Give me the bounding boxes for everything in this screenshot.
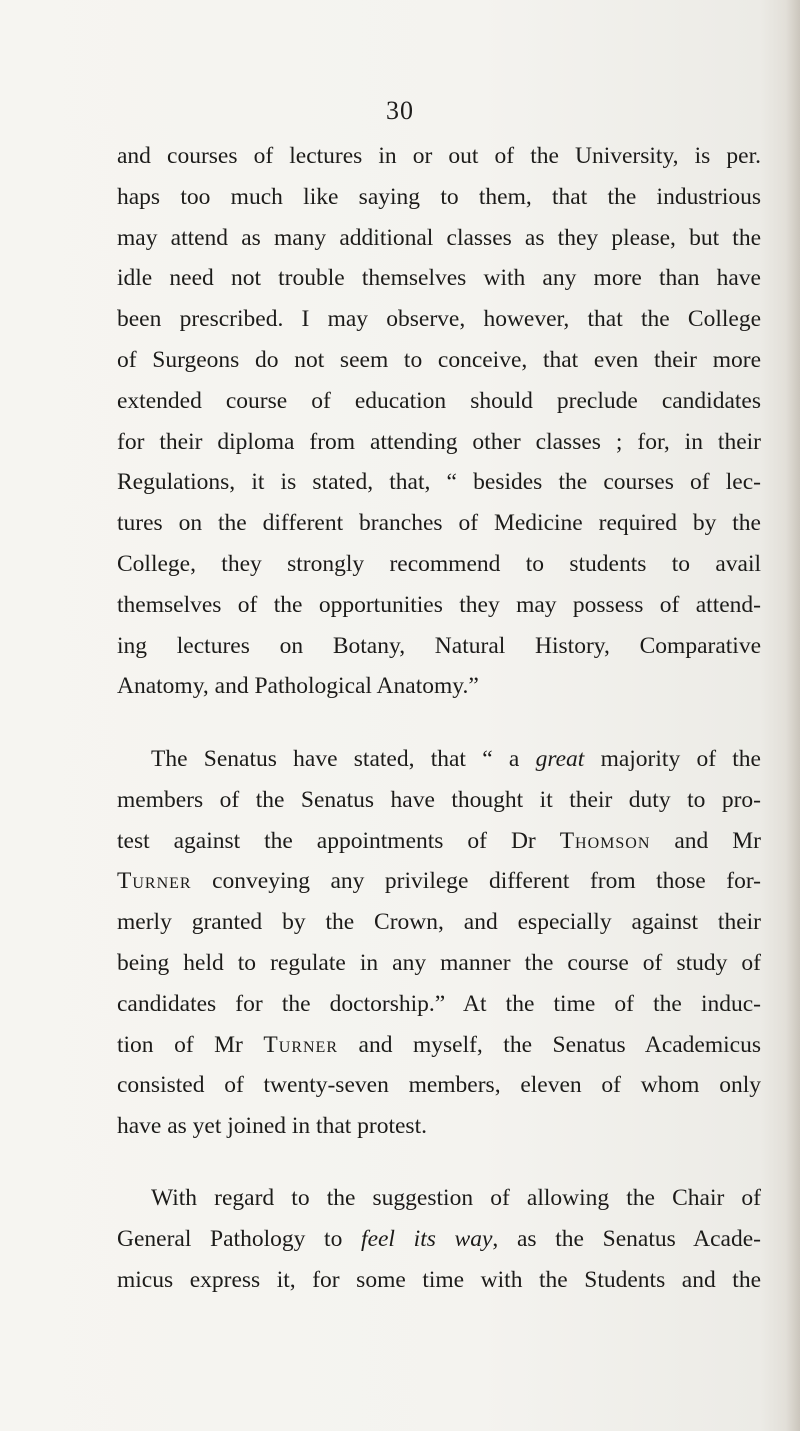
text-run: , as the Senatus Acade- bbox=[492, 1225, 761, 1252]
text-line: haps too much like saying to them, that the industrious bbox=[117, 183, 761, 210]
text-line: candidates for the doctorship.” At the time of the induc- bbox=[117, 990, 761, 1017]
text-line bbox=[117, 861, 761, 902]
text-line bbox=[117, 739, 761, 780]
text-line: Anatomy, and Pathological Anatomy.” bbox=[117, 673, 479, 700]
text-line: With regard to the suggestion of allowing the Chair of bbox=[151, 1185, 761, 1211]
text-line: being held to regulate in any manner the course of study of bbox=[117, 949, 761, 976]
text-line bbox=[117, 821, 761, 862]
text-line bbox=[117, 1025, 761, 1066]
text-run: tion of Mr bbox=[117, 1031, 264, 1058]
page-edge-shadow bbox=[786, 0, 800, 1431]
text-line: have as yet joined in that protest. bbox=[117, 1113, 427, 1140]
paragraph-3 bbox=[117, 1178, 761, 1300]
text-line: College, they strongly recommend to students to avail bbox=[117, 550, 761, 577]
paragraph-2 bbox=[117, 739, 761, 1147]
text-run: conveying any privilege different from those for- bbox=[191, 868, 761, 895]
text-line: members of the Senatus have thought it their duty to pro- bbox=[117, 786, 761, 813]
small-caps-name: Thomson bbox=[559, 827, 651, 854]
text-line: may attend as many additional classes as they please, but the bbox=[117, 224, 761, 251]
text-line: micus express it, for some time with the Students and the bbox=[117, 1266, 761, 1293]
text-line: and courses of lectures in or out of the University, is per. bbox=[117, 143, 761, 169]
small-caps-name: Turner bbox=[263, 1031, 338, 1058]
text-run: majority of the bbox=[584, 746, 761, 772]
text-line: been prescribed. I may observe, however, that the College bbox=[117, 306, 761, 333]
text-line: tures on the different branches of Medicine required by the bbox=[117, 510, 761, 537]
small-caps-name: Turner bbox=[117, 868, 192, 895]
italic-word: great bbox=[535, 746, 585, 772]
text-line: merly granted by the Crown, and especially against their bbox=[117, 909, 761, 936]
text-line: of Surgeons do not seem to conceive, that even their more bbox=[117, 346, 761, 373]
text-line: for their diploma from attending other classes ; for, in their bbox=[117, 428, 761, 455]
text-line: consisted of twenty-seven members, eleven of whom only bbox=[117, 1072, 761, 1099]
text-line: themselves of the opportunities they may possess of attend- bbox=[117, 591, 761, 618]
text-line: extended course of education should preclude candidates bbox=[117, 387, 761, 414]
text-line bbox=[117, 1219, 761, 1260]
paragraph-1 bbox=[117, 136, 761, 707]
italic-phrase: feel its way bbox=[361, 1225, 493, 1252]
text-line: Regulations, it is stated, that, “ besides the courses of lec- bbox=[117, 469, 761, 496]
text-line: idle need not trouble themselves with any more than have bbox=[117, 265, 761, 292]
text-run: and myself, the Senatus Academicus bbox=[338, 1031, 761, 1058]
page-number: 30 bbox=[386, 96, 414, 125]
text-line: ing lectures on Botany, Natural History, Comparative bbox=[117, 632, 761, 659]
text-run: and Mr bbox=[650, 827, 761, 854]
text-run: test against the appointments of Dr bbox=[117, 827, 560, 854]
text-run: General Pathology to bbox=[117, 1225, 362, 1252]
text-run: The Senatus have stated, that “ a bbox=[151, 746, 536, 772]
